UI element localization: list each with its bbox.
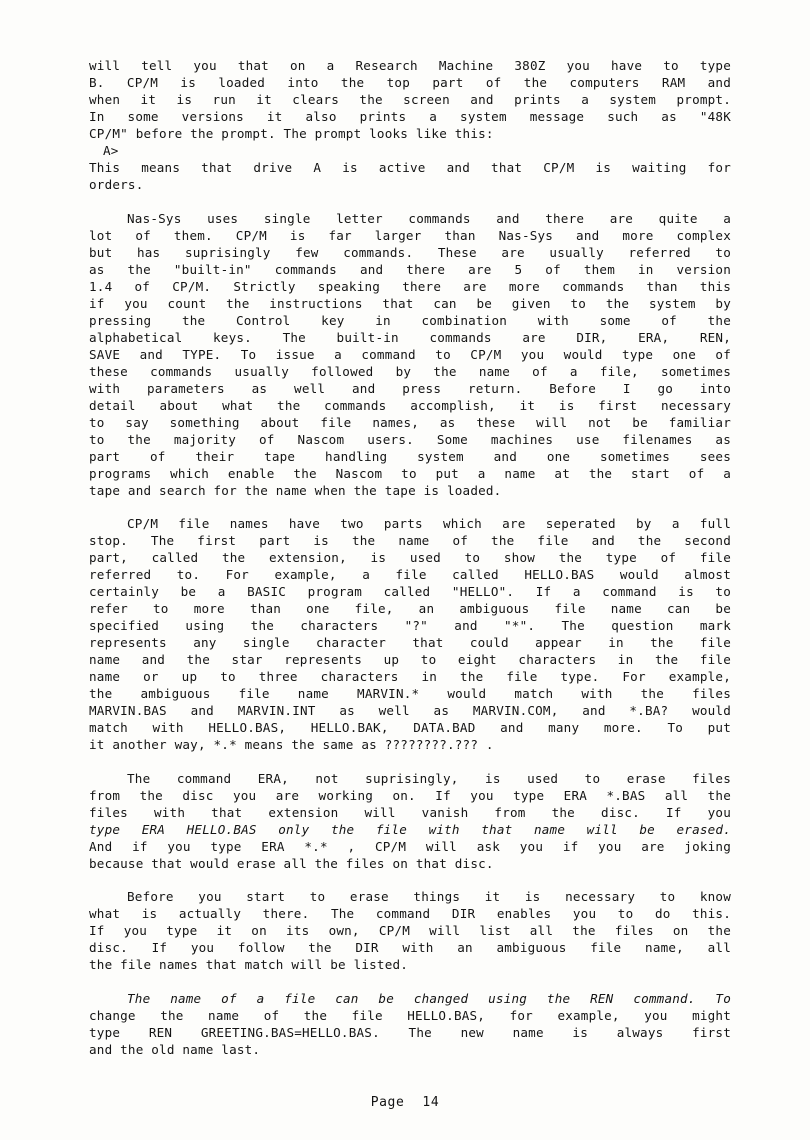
text-line: as the "built-in" commands and there are 5 of them in version [89, 261, 731, 277]
document-page [89, 57, 731, 1074]
text-line: lot of them. CP/M is far larger than Nas-Sys and more complex [89, 227, 731, 243]
paragraph-ren-command [89, 990, 731, 1058]
text-line: but has suprisingly few commands. These are usually referred to [89, 244, 731, 260]
text-line: disc. If you follow the DIR with an ambiguous file name, all [89, 940, 731, 955]
text-line: This means that drive A is active and that CP/M is waiting for [89, 160, 731, 175]
text-line: from the disc you are working on. If you type ERA *.BAS all the [89, 787, 731, 803]
text-line: certainly be a BASIC program called "HELLO". If a command is to [89, 584, 731, 599]
text-line: And if you type ERA *.* , CP/M will ask you if you are joking [89, 838, 731, 854]
page-footer [0, 1095, 810, 1110]
paragraph-cpm-prompt [89, 57, 731, 193]
text-line: and the old name last. [89, 1041, 261, 1057]
text-line: name and the star represents up to eight characters in the file [89, 652, 731, 667]
text-line: refer to more than one file, an ambiguous file name can be [89, 601, 731, 616]
text-line: If you type it on its own, CP/M will list all the files on the [89, 923, 731, 938]
text-line: The name of a file can be changed using the REN command. To [127, 990, 731, 1006]
text-line: part, called the extension, is used to show the type of file [89, 550, 731, 565]
page-number: 14 [422, 1095, 440, 1110]
text-line: these commands usually followed by the name of a file, sometimes [89, 363, 731, 379]
text-line: type ERA HELLO.BAS only the file with that name will be erased. [89, 821, 731, 837]
paragraph-built-in-commands [89, 210, 731, 499]
text-line: what is actually there. The command DIR enables you to do this. [89, 906, 731, 921]
text-line: the ambiguous file name MARVIN.* would match with the files [89, 686, 731, 701]
text-line: files with that extension will vanish from the disc. If you [89, 804, 731, 820]
text-line: detail about what the commands accomplish, it is first necessary [89, 397, 731, 413]
text-line: specified using the characters "?" and "*". The question mark [89, 618, 731, 633]
text-line: SAVE and TYPE. To issue a command to CP/M you would type one of [89, 346, 731, 362]
text-line: match with HELLO.BAS, HELLO.BAK, DATA.BAD and many more. To put [89, 720, 731, 735]
text-line: 1.4 of CP/M. Strictly speaking there are more commands than this [89, 278, 731, 294]
text-line: represents any single character that could appear in the file [89, 635, 731, 650]
text-line: orders. [89, 177, 144, 192]
text-line: if you count the instructions that can be given to the system by [89, 295, 731, 311]
text-line: to the majority of Nascom users. Some machines use filenames as [89, 431, 731, 447]
text-line: CP/M" before the prompt. The prompt looks like this: [89, 126, 494, 141]
text-line: name or up to three characters in the file type. For example, [89, 669, 731, 684]
text-line: pressing the Control key in combination with some of the [89, 312, 731, 328]
text-line: to say something about file names, as these will not be familiar [89, 414, 731, 430]
text-line: when it is run it clears the screen and prints a system prompt. [89, 92, 731, 107]
text-line: stop. The first part is the name of the file and the second [89, 533, 731, 548]
text-line: B. CP/M is loaded into the top part of the computers RAM and [89, 75, 731, 90]
text-line: type REN GREETING.BAS=HELLO.BAS. The new name is always first [89, 1024, 731, 1040]
text-line: MARVIN.BAS and MARVIN.INT as well as MARVIN.COM, and *.BA? would [89, 703, 731, 718]
text-line: part of their tape handling system and one sometimes sees [89, 448, 731, 464]
text-line: Before you start to erase things it is necessary to know [127, 889, 731, 904]
text-line: tape and search for the name when the tape is loaded. [89, 482, 502, 498]
text-line: programs which enable the Nascom to put a name at the start of a [89, 465, 731, 481]
text-line: change the name of the file HELLO.BAS, for example, you might [89, 1007, 731, 1023]
paragraph-dir-command [89, 888, 731, 973]
text-line: with parameters as well and press return. Before I go into [89, 380, 731, 396]
text-line: the file names that match will be listed. [89, 957, 409, 972]
text-line: Nas-Sys uses single letter commands and there are quite a [127, 210, 731, 226]
text-line: it another way, *.* means the same as ????????.??? . [89, 737, 494, 752]
text-line: referred to. For example, a file called HELLO.BAS would almost [89, 567, 731, 582]
text-line: CP/M file names have two parts which are seperated by a full [127, 516, 731, 531]
paragraph-file-names [89, 515, 731, 753]
page-label: Page [370, 1095, 405, 1110]
prompt-example: A> [103, 143, 119, 158]
text-line: alphabetical keys. The built-in commands are DIR, ERA, REN, [89, 329, 731, 345]
text-line: because that would erase all the files on that disc. [89, 855, 494, 871]
text-line: will tell you that on a Research Machine 380Z you have to type [89, 58, 731, 73]
paragraph-era-command [89, 770, 731, 872]
text-line: In some versions it also prints a system message such as "48K [89, 109, 731, 124]
text-line: The command ERA, not suprisingly, is used to erase files [127, 770, 731, 786]
